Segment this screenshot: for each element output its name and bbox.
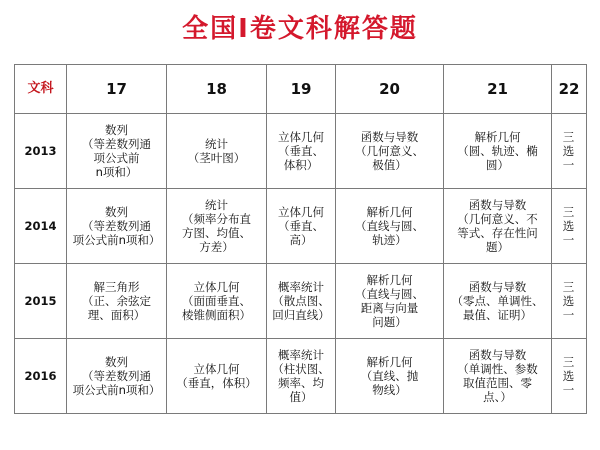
topic-cell-q21: 函数与导数 （零点、单调性、 最值、证明） — [444, 264, 552, 339]
topic-cell-q17: 数列 （等差数列通 项公式前n项和） — [67, 189, 167, 264]
header-question-19: 19 — [267, 65, 336, 114]
header-question-22: 22 — [552, 65, 587, 114]
topic-cell-q18: 立体几何 （垂直，体积） — [167, 339, 267, 414]
topic-cell-q17: 解三角形 （正、余弦定 理、面积） — [67, 264, 167, 339]
topic-cell-q21: 函数与导数 （几何意义、不 等式、存在性问 题） — [444, 189, 552, 264]
topic-cell-q19: 立体几何 （垂直、 体积） — [267, 114, 336, 189]
topic-cell-q20: 解析几何 （直线与圆、 距离与向量 问题） — [336, 264, 444, 339]
year-cell: 2016 — [15, 339, 67, 414]
topic-cell-q20: 函数与导数 （几何意义、 极值） — [336, 114, 444, 189]
topic-cell-q18: 统计 （茎叶图） — [167, 114, 267, 189]
topic-cell-q17: 数列 （等差数列通 项公式前n项和） — [67, 339, 167, 414]
header-corner-label: 文科 — [15, 65, 67, 114]
topic-cell-q20: 解析几何 （直线、抛 物线） — [336, 339, 444, 414]
topic-cell-q19: 概率统计 （散点图、 回归直线） — [267, 264, 336, 339]
topic-cell-q19: 概率统计 （柱状图、 频率、均 值） — [267, 339, 336, 414]
topic-cell-q19: 立体几何 （垂直、 高） — [267, 189, 336, 264]
table-row-2015 — [15, 264, 587, 339]
topic-cell-q21: 解析几何 （圆、轨迹、椭 圆） — [444, 114, 552, 189]
topic-cell-q21: 函数与导数 （单调性、参数 取值范围、零 点、） — [444, 339, 552, 414]
year-cell: 2014 — [15, 189, 67, 264]
header-question-21: 21 — [444, 65, 552, 114]
topic-cell-q22: 三 选 一 — [552, 114, 587, 189]
table-row-2014 — [15, 189, 587, 264]
topic-cell-q17: 数列 （等差数列通 项公式前 n项和） — [67, 114, 167, 189]
topic-cell-q18: 统计 （频率分布直 方图、均值、 方差） — [167, 189, 267, 264]
topic-cell-q22: 三 选 一 — [552, 264, 587, 339]
topic-cell-q18: 立体几何 （面面垂直、 棱锥侧面积） — [167, 264, 267, 339]
header-question-18: 18 — [167, 65, 267, 114]
topic-cell-q22: 三 选 一 — [552, 189, 587, 264]
table-row-2016 — [15, 339, 587, 414]
topic-cell-q22: 三 选 一 — [552, 339, 587, 414]
header-question-17: 17 — [67, 65, 167, 114]
table-header-row — [15, 65, 587, 114]
exam-topics-table — [14, 64, 587, 414]
page-title: 全国Ⅰ卷文科解答题 — [182, 14, 418, 44]
year-cell: 2013 — [15, 114, 67, 189]
topic-cell-q20: 解析几何 （直线与圆、 轨迹） — [336, 189, 444, 264]
year-cell: 2015 — [15, 264, 67, 339]
header-question-20: 20 — [336, 65, 444, 114]
table-row-2013 — [15, 114, 587, 189]
